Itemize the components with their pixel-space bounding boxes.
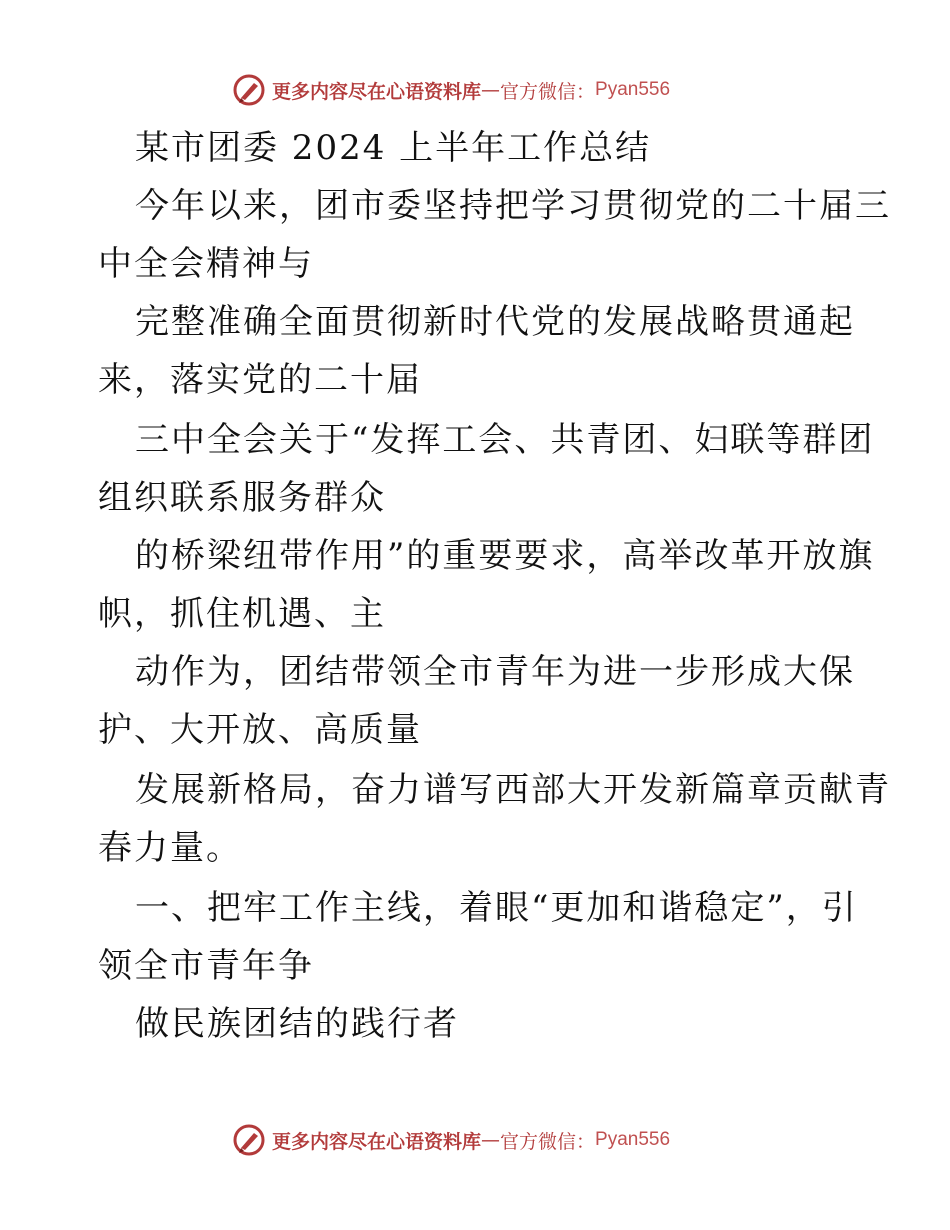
paragraph-line: 来，落实党的二十届	[98, 360, 422, 400]
watermark-wechat-id: Pyan556	[595, 1129, 671, 1150]
document-title: 某市团委 2024 上半年工作总结	[135, 128, 652, 168]
watermark-dash: —	[481, 79, 501, 101]
section-heading-line: 一、把牢工作主线，着眼“更加和谐稳定”，引	[135, 888, 858, 928]
paragraph-line: 组织联系服务群众	[98, 478, 386, 518]
footer-watermark	[232, 1120, 752, 1160]
paragraph-line: 完整准确全面贯彻新时代党的发展战略贯通起	[135, 302, 855, 342]
pen-logo-icon	[232, 73, 266, 107]
watermark-main-text: 更多内容尽在心语资料库	[272, 80, 482, 103]
watermark-main-text: 更多内容尽在心语资料库	[272, 1130, 482, 1153]
watermark-wechat-id: Pyan556	[595, 79, 671, 100]
watermark-sub-text: 官方微信：	[500, 80, 596, 103]
paragraph-line: 的桥梁纽带作用”的重要要求，高举改革开放旗	[135, 536, 875, 576]
paragraph-line: 春力量。	[98, 828, 242, 868]
header-watermark	[232, 70, 752, 110]
paragraph-line: 护、大开放、高质量	[98, 710, 422, 750]
pen-logo-icon	[232, 1123, 266, 1157]
watermark-dash: —	[481, 1129, 501, 1151]
watermark-sub-text: 官方微信：	[500, 1130, 596, 1153]
paragraph-line: 今年以来，团市委坚持把学习贯彻党的二十届三	[135, 186, 891, 226]
section-heading-line: 做民族团结的践行者	[135, 1004, 459, 1044]
paragraph-line: 帜，抓住机遇、主	[98, 594, 386, 634]
section-heading-line: 领全市青年争	[98, 946, 314, 986]
paragraph-line: 中全会精神与	[98, 244, 314, 284]
paragraph-line: 三中全会关于“发挥工会、共青团、妇联等群团	[135, 420, 875, 460]
paragraph-line: 发展新格局，奋力谱写西部大开发新篇章贡献青	[135, 770, 891, 810]
paragraph-line: 动作为，团结带领全市青年为进一步形成大保	[135, 652, 855, 692]
